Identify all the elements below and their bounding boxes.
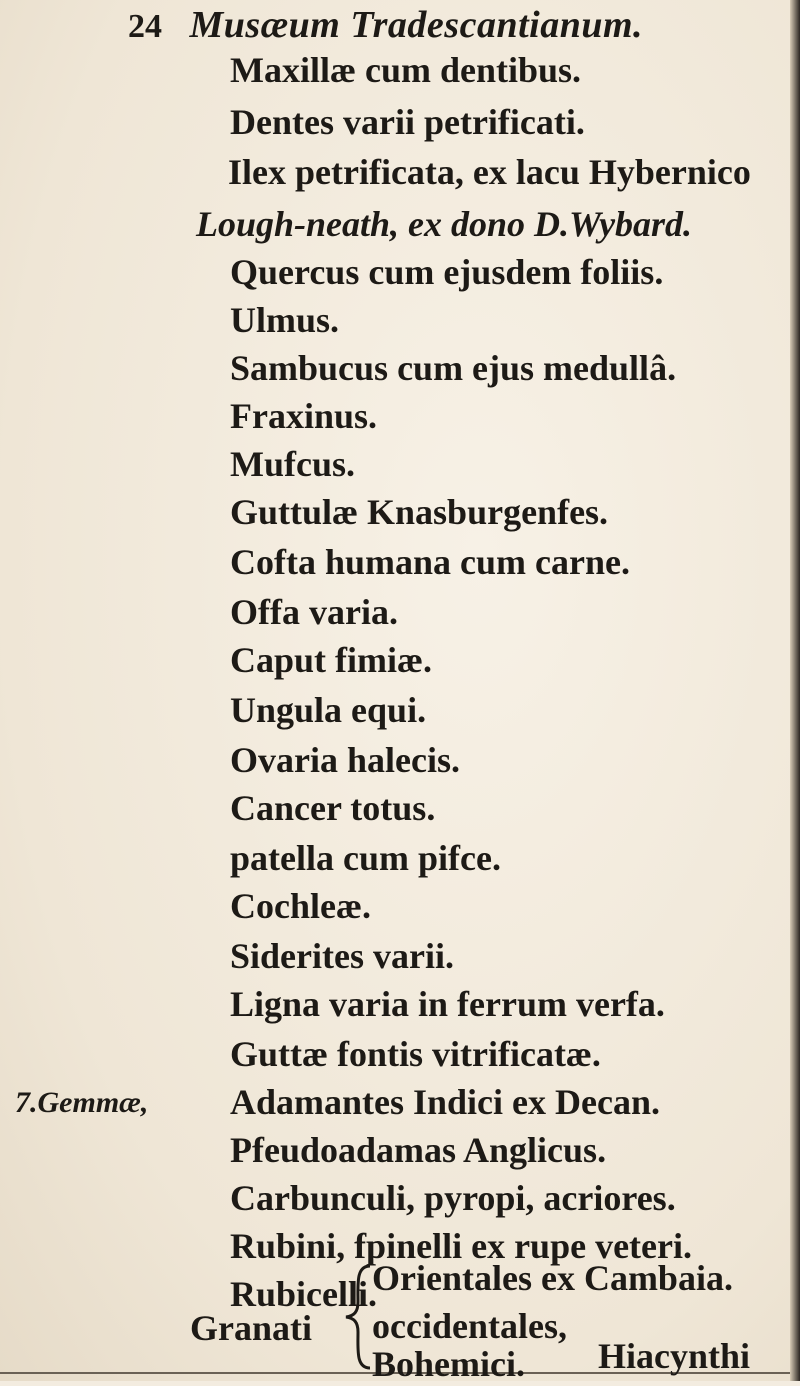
entry-line: Ligna varia in ferrum verfa.: [230, 984, 665, 1024]
entry-line: Fraxinus.: [230, 396, 378, 436]
gem-line: Adamantes Indici ex Decan.: [230, 1082, 660, 1122]
entry-line: Ovaria halecis.: [230, 740, 460, 780]
entry-line: Dentes varii petrificati.: [230, 102, 585, 142]
curly-brace-icon: [344, 1262, 374, 1372]
granati-item: Bohemici.: [372, 1344, 525, 1384]
catchword: Hiacynthi: [598, 1336, 751, 1376]
entry-line: Lough-neath, ex dono D.Wybard.: [196, 204, 693, 244]
entry-line: Ungula equi.: [230, 690, 427, 730]
gem-line: Carbunculi, pyropi, acriores.: [230, 1178, 676, 1218]
entry-line: Offa varia.: [230, 592, 398, 632]
entry-line: Guttæ fontis vitrificatæ.: [230, 1034, 601, 1074]
granati-label: Granati: [190, 1308, 312, 1348]
gem-line: Rubicelli.: [230, 1274, 378, 1314]
entry-line: Mufcus.: [230, 444, 355, 484]
granati-item: Orientales ex Cambaia.: [372, 1258, 733, 1298]
granati-item: occidentales,: [372, 1306, 567, 1346]
entry-line: patella cum pifce.: [230, 838, 501, 878]
entry-line: Cochleæ.: [230, 886, 371, 926]
entry-line: Guttulæ Knasburgenfes.: [230, 492, 609, 532]
entry-line: Cancer totus.: [230, 788, 436, 828]
entry-line: Sambucus cum ejus medullâ.: [230, 348, 677, 388]
entry-line: Cofta humana cum carne.: [230, 542, 630, 582]
entry-line: Caput fimiæ.: [230, 640, 433, 680]
entry-line: Ilex petrificata, ex lacu Hybernico: [228, 152, 751, 192]
entry-line: Siderites varii.: [230, 936, 454, 976]
running-title: Musæum Tradescantianum.: [189, 4, 644, 46]
page-number: 24: [128, 8, 162, 45]
marginal-label: 7.Gemmæ,: [15, 1086, 149, 1119]
entry-line: Quercus cum ejusdem foliis.: [230, 252, 664, 292]
running-header: [128, 0, 748, 50]
entry-line: Maxillæ cum dentibus.: [230, 50, 582, 90]
gem-line: Pfeudoadamas Anglicus.: [230, 1130, 607, 1170]
entry-line: Ulmus.: [230, 300, 340, 340]
gem-line: Rubini, fpinelli ex rupe veteri.: [230, 1226, 692, 1266]
page-edge-shadow: [790, 0, 800, 1381]
